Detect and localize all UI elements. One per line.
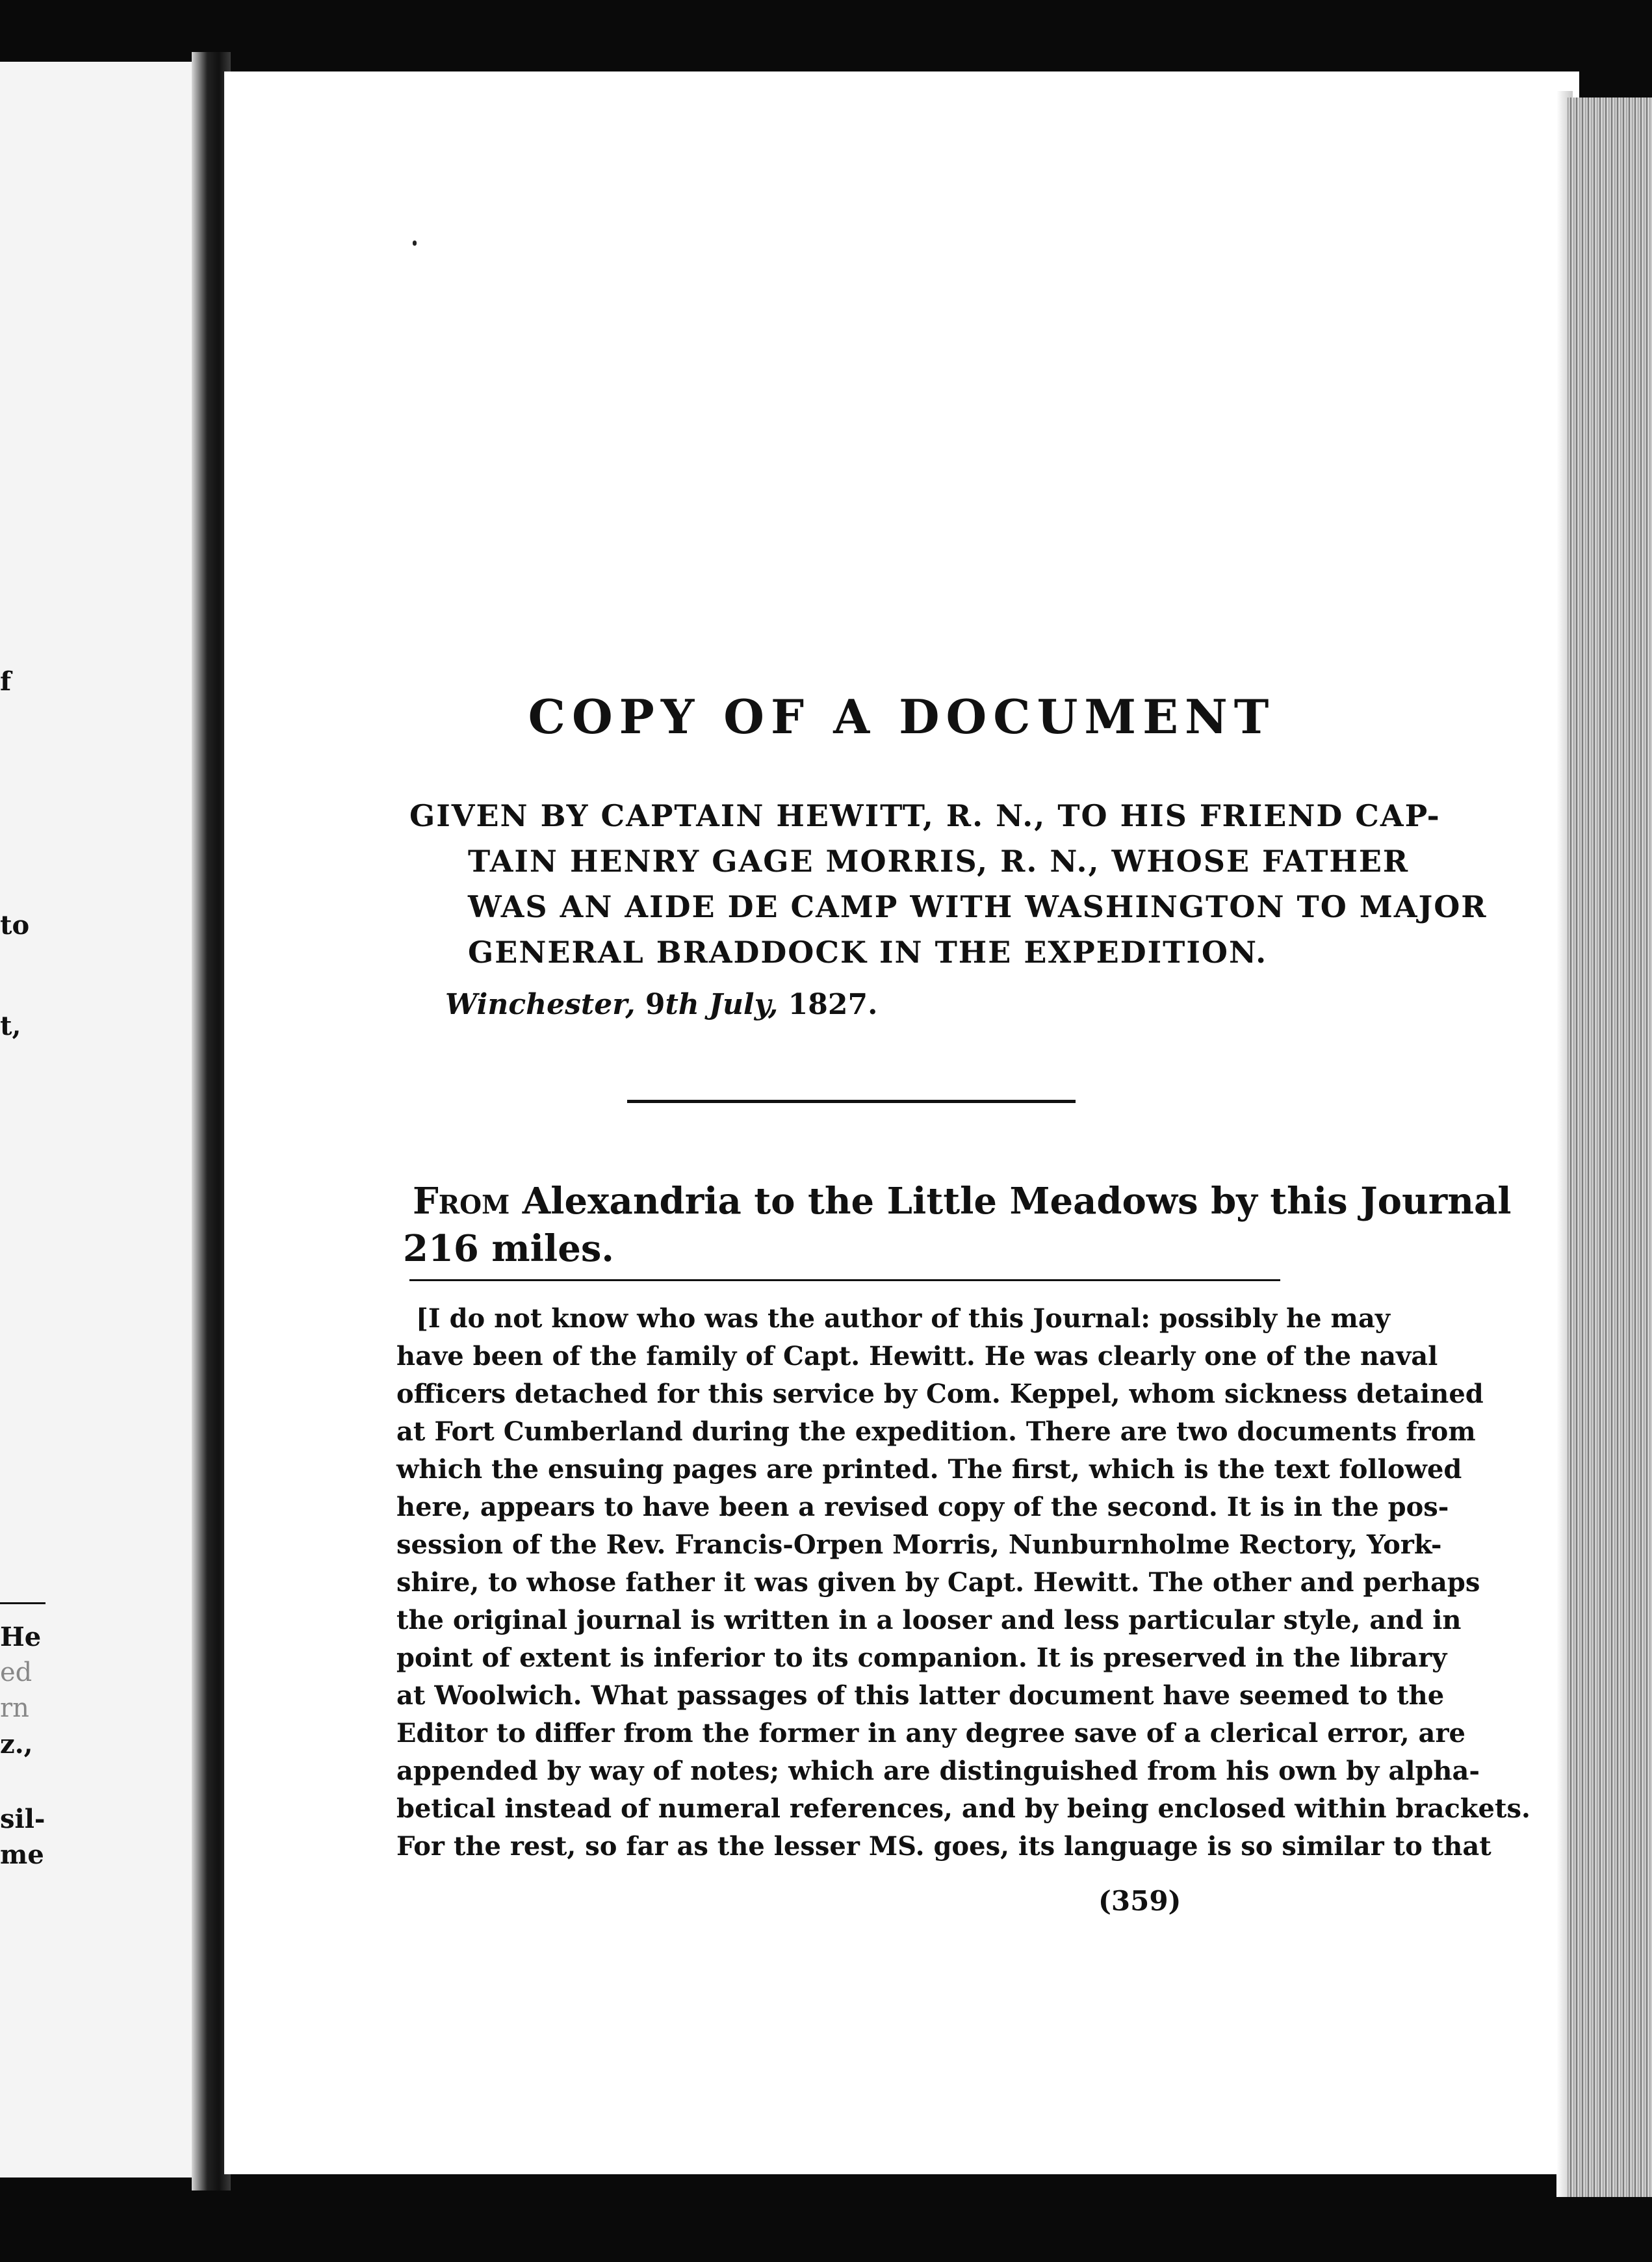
dateline — [445, 988, 877, 1021]
facing-page-rule — [0, 1602, 45, 1604]
facing-page-fragment: to — [0, 910, 30, 941]
ink-speck — [413, 240, 417, 246]
facing-page-fragment: z., — [0, 1729, 33, 1760]
route-distance: 216 miles. — [403, 1227, 614, 1270]
dateline-year: 1827. — [788, 988, 878, 1021]
body-line: appended by way of notes; which are distinguished from his own by alpha- — [396, 1756, 1480, 1786]
facing-page-fragment: rn — [0, 1693, 29, 1723]
dateline-month: July, — [709, 988, 779, 1021]
route-heading — [413, 1180, 1512, 1223]
body-line: [I do not know who was the author of this Journal: possibly he may — [416, 1303, 1391, 1334]
facing-page-fragment: t, — [0, 1011, 21, 1041]
body-line: For the rest, so far as the lesser MS. goes, its language is so similar to that — [396, 1831, 1491, 1862]
page-number: (359) — [1098, 1885, 1181, 1917]
body-line: session of the Rev. Francis-Orpen Morris, Nunburnholme Rectory, York- — [396, 1529, 1442, 1560]
section-divider — [627, 1100, 1076, 1103]
body-line: at Woolwich. What passages of this latter document have seemed to the — [396, 1680, 1445, 1711]
facing-page-fragment: me — [0, 1840, 44, 1870]
heading-line: WAS AN AIDE DE CAMP WITH WASHINGTON TO MAJOR — [468, 889, 1488, 924]
route-from-word: From — [413, 1180, 510, 1223]
body-line: betical instead of numeral references, and by being enclosed within brackets. — [396, 1793, 1530, 1824]
page-edges — [1566, 98, 1652, 2197]
body-line: have been of the family of Capt. Hewitt. He was clearly one of the naval — [396, 1341, 1438, 1372]
facing-page-fragment: He — [0, 1622, 42, 1652]
facing-page-fragment: f — [0, 666, 12, 697]
facing-page-fragment: ed — [0, 1658, 32, 1687]
body-line: which the ensuing pages are printed. The first, which is the text followed — [396, 1454, 1462, 1485]
body-line: here, appears to have been a revised copy of the second. It is in the pos- — [396, 1492, 1449, 1522]
dateline-day-suffix: th — [665, 988, 699, 1021]
body-line: at Fort Cumberland during the expedition. There are two documents from — [396, 1416, 1476, 1447]
facing-page — [0, 62, 198, 2178]
facing-page-fragment: sil- — [0, 1804, 45, 1834]
document-title: COPY OF A DOCUMENT — [528, 689, 1276, 744]
document-page — [224, 72, 1579, 2174]
dateline-place: Winchester, — [445, 988, 636, 1021]
note-divider — [409, 1279, 1280, 1281]
heading-line: GENERAL BRADDOCK IN THE EXPEDITION. — [468, 935, 1268, 970]
heading-line: GIVEN BY CAPTAIN HEWITT, R. N., TO HIS FRIEND CAP- — [409, 798, 1441, 833]
body-line: shire, to whose father it was given by Capt. Hewitt. The other and perhaps — [396, 1567, 1480, 1598]
heading-line: TAIN HENRY GAGE MORRIS, R. N., WHOSE FATHER — [468, 844, 1410, 879]
body-line: Editor to differ from the former in any degree save of a clerical error, are — [396, 1718, 1465, 1748]
route-text: Alexandria to the Little Meadows by this Journal — [510, 1180, 1512, 1223]
body-line: officers detached for this service by Com. Keppel, whom sickness detained — [396, 1379, 1484, 1409]
body-line: the original journal is written in a looser and less particular style, and in — [396, 1605, 1462, 1635]
dateline-day-number: 9 — [645, 988, 665, 1021]
body-line: point of extent is inferior to its companion. It is preserved in the library — [396, 1643, 1447, 1673]
